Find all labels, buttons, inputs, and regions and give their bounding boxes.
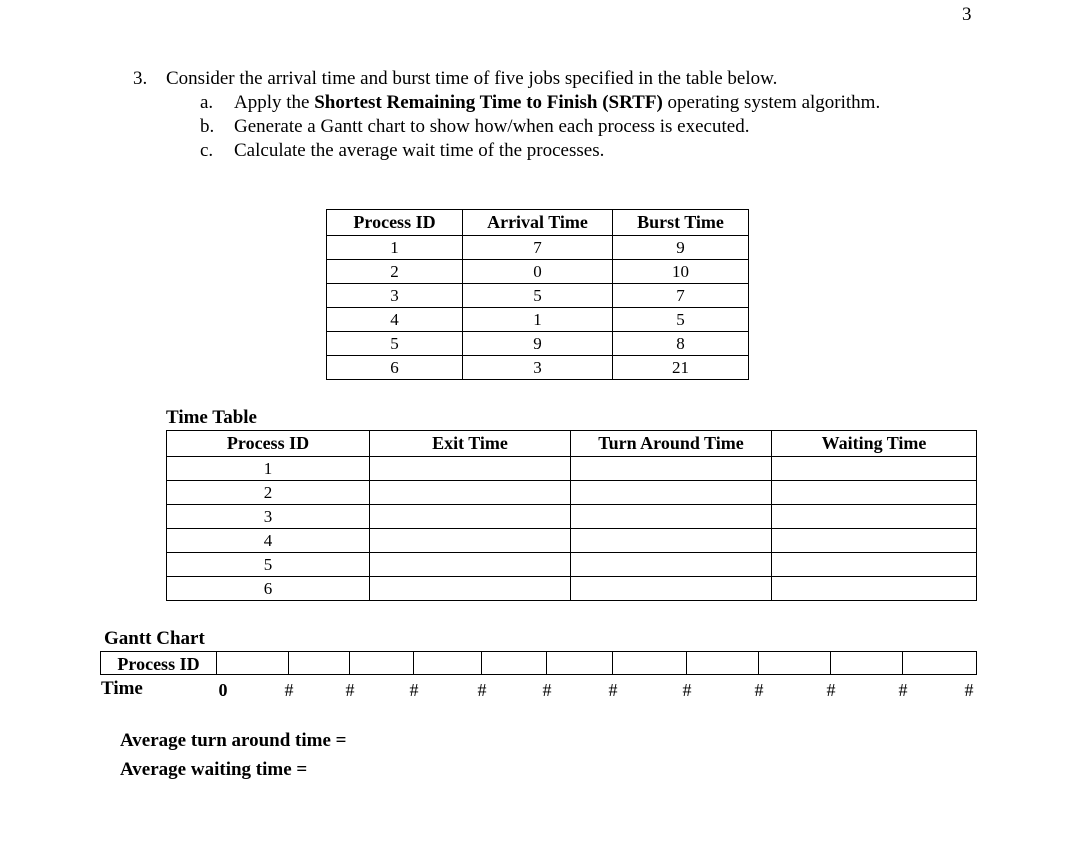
table-row: 1 7 9: [327, 236, 749, 260]
turnaround-cell[interactable]: [571, 529, 772, 553]
waiting-cell[interactable]: [772, 505, 977, 529]
gantt-cell[interactable]: [831, 652, 903, 674]
table-row: 2 0 10: [327, 260, 749, 284]
question-part-c: c. Calculate the average wait time of the processes.: [200, 140, 605, 161]
turnaround-cell[interactable]: [571, 553, 772, 577]
gantt-time-label: Time: [101, 678, 143, 699]
gantt-cell[interactable]: [414, 652, 482, 674]
table-header-row: [327, 210, 749, 236]
waiting-cell[interactable]: [772, 553, 977, 577]
time-table: [166, 430, 977, 601]
gantt-time-tick: #: [898, 680, 908, 700]
table-row: 6: [167, 577, 977, 601]
gantt-time-tick: #: [477, 680, 487, 700]
header-waiting-time: Waiting Time: [772, 431, 977, 457]
table-row: 4: [167, 529, 977, 553]
question-part-a: a. Apply the Shortest Remaining Time to Finish (SRTF) operating system algorithm.: [200, 92, 881, 113]
average-waiting-label: Average waiting time =: [120, 759, 308, 780]
waiting-cell[interactable]: [772, 457, 977, 481]
question-number: 3.: [133, 68, 148, 89]
exit-time-cell[interactable]: [370, 481, 571, 505]
waiting-cell[interactable]: [772, 529, 977, 553]
turnaround-cell[interactable]: [571, 505, 772, 529]
header-burst-time: Burst Time: [613, 210, 749, 236]
gantt-cell[interactable]: [687, 652, 759, 674]
gantt-time-tick: #: [826, 680, 836, 700]
turnaround-cell[interactable]: [571, 481, 772, 505]
header-turn-around-time: Turn Around Time: [571, 431, 772, 457]
waiting-cell[interactable]: [772, 481, 977, 505]
table-row: 5: [167, 553, 977, 577]
gantt-cell[interactable]: [547, 652, 613, 674]
header-process-id: Process ID: [167, 431, 370, 457]
question-stem-text: Consider the arrival time and burst time of five jobs specified in the table below.: [166, 68, 778, 89]
gantt-time-tick: #: [964, 680, 974, 700]
exit-time-cell[interactable]: [370, 577, 571, 601]
gantt-cell[interactable]: [217, 652, 289, 674]
question-parts: [166, 91, 880, 163]
gantt-cell[interactable]: [482, 652, 547, 674]
table-row: 6 3 21: [327, 356, 749, 380]
gantt-cell[interactable]: [613, 652, 687, 674]
header-process-id: Process ID: [327, 210, 463, 236]
turnaround-cell[interactable]: [571, 577, 772, 601]
gantt-chart-title: Gantt Chart: [104, 628, 205, 649]
question-stem: [166, 67, 880, 163]
question-part-b: b. Generate a Gantt chart to show how/when each process is executed.: [200, 116, 750, 137]
process-table: [326, 209, 749, 380]
time-table-title: Time Table: [166, 407, 257, 428]
exit-time-cell[interactable]: [370, 505, 571, 529]
exit-time-cell[interactable]: [370, 457, 571, 481]
gantt-process-label: Process ID: [100, 651, 217, 675]
gantt-bar[interactable]: [217, 651, 977, 675]
table-header-row: [167, 431, 977, 457]
table-row: 2: [167, 481, 977, 505]
gantt-time-tick: 0: [218, 680, 228, 700]
gantt-cell[interactable]: [350, 652, 414, 674]
gantt-time-tick: #: [284, 680, 294, 700]
table-row: 3 5 7: [327, 284, 749, 308]
gantt-time-tick: #: [754, 680, 764, 700]
gantt-time-tick: #: [345, 680, 355, 700]
gantt-time-tick: #: [682, 680, 692, 700]
gantt-time-tick: #: [608, 680, 618, 700]
header-exit-time: Exit Time: [370, 431, 571, 457]
gantt-cell[interactable]: [759, 652, 831, 674]
table-row: 4 1 5: [327, 308, 749, 332]
table-row: 5 9 8: [327, 332, 749, 356]
header-arrival-time: Arrival Time: [463, 210, 613, 236]
waiting-cell[interactable]: [772, 577, 977, 601]
gantt-time-tick: #: [409, 680, 419, 700]
table-row: 3: [167, 505, 977, 529]
gantt-cell[interactable]: [289, 652, 350, 674]
gantt-time-tick: #: [542, 680, 552, 700]
table-row: 1: [167, 457, 977, 481]
exit-time-cell[interactable]: [370, 553, 571, 577]
average-turnaround-label: Average turn around time =: [120, 730, 347, 751]
turnaround-cell[interactable]: [571, 457, 772, 481]
exit-time-cell[interactable]: [370, 529, 571, 553]
page-number: 3: [962, 4, 972, 25]
